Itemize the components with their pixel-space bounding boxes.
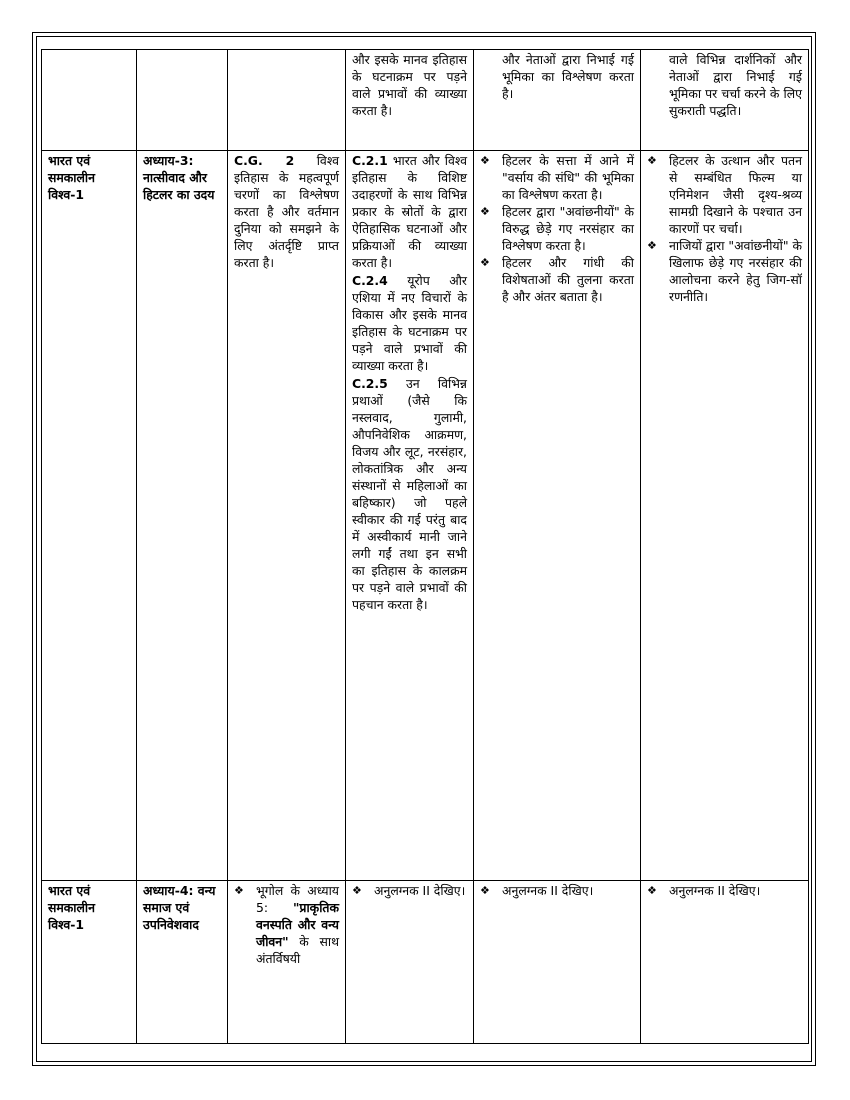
diamond-bullet-icon: ❖: [647, 154, 657, 167]
diamond-bullet-icon: ❖: [480, 154, 490, 167]
competency-text: यूरोप और एशिया में नए विचारों के विकास और इसके मानव इतिहास के घटनाक्रम पर पड़ने वाले प्रभावों की व्याख्या करता है।: [352, 273, 467, 373]
list-item-text: हिटलर और गांधी की विशेषताओं की तुलना करता है और अंतर बताता है।: [502, 255, 634, 304]
table-row: [42, 50, 809, 151]
list-item-text: अनुलग्नक II देखिए।: [502, 883, 594, 898]
competency-code: C.2.1: [352, 153, 388, 168]
list-item-text: हिटलर के उत्थान और पतन से सम्बंधित फिल्म या एनिमेशन जैसी दृश्य-श्रव्य सामग्री दिखाने के पश्चात उन कारणों पर चर्चा।: [669, 153, 802, 236]
competency-text: भारत और विश्व इतिहास के विशिष्ट उदाहरणों के साथ विभिन्न प्रकार के स्रोतों के द्वारा ऐतिहासिक घटनाओं और प्रक्रियाओं की व्याख्या करता है।: [352, 153, 467, 270]
list-item-text: के साथ अंतर्विषयी: [256, 934, 339, 966]
competency-item: [352, 272, 467, 374]
competency-cell: [346, 50, 474, 151]
chapter-cell: अध्याय-3: नात्सीवाद और हिटलर का उदय: [137, 151, 228, 881]
goal-code: C.G. 2: [234, 153, 295, 168]
competency-cell: [346, 151, 474, 881]
curricular-goal-text: [234, 152, 339, 271]
competency-item: [352, 375, 467, 613]
list-item: [352, 882, 467, 899]
learning-outcome-list: [480, 152, 634, 305]
diamond-bullet-icon: ❖: [647, 239, 657, 252]
goal-description: विश्व इतिहास के महत्वपूर्ण चरणों का विश्लेषण करता है और वर्तमान दुनिया को समझने के लिए अंतर्दृष्टि प्राप्त करता है।: [234, 153, 339, 270]
list-item: [480, 254, 634, 305]
pedagogy-cell: [641, 151, 809, 881]
list-item-text: भूगोल के अध्याय 5:: [256, 883, 339, 915]
curricular-goal-cell: [228, 50, 346, 151]
curricular-goal-list: [234, 882, 339, 967]
pedagogy-cell: [641, 50, 809, 151]
list-item: [234, 882, 339, 967]
curricular-goal-cell: [228, 151, 346, 881]
list-item-text: हिटलर के सत्ता में आने में "वर्साय की संधि" की भूमिका का विश्लेषण करता है।: [502, 153, 634, 202]
diamond-bullet-icon: ❖: [352, 884, 362, 897]
learning-outcome-cell: [474, 881, 641, 1044]
chapter-cell: [137, 50, 228, 151]
list-item-text: नाजियों द्वारा "अवांछनीयों" के खिलाफ छेड़े गए नरसंहार की आलोचना करने हेतु जिग-सॉ रणनीति।: [669, 238, 802, 304]
list-item-text: अनुलग्नक II देखिए।: [374, 883, 466, 898]
diamond-bullet-icon: ❖: [480, 205, 490, 218]
competency-cell: [346, 881, 474, 1044]
chapter-reference: "प्राकृतिक वनस्पति और वन्य जीवन": [256, 900, 339, 949]
list-item: [480, 882, 634, 899]
book-cell: भारत एवं समकालीन विश्व-1: [42, 881, 137, 1044]
book-cell: [42, 50, 137, 151]
pedagogy-list: [647, 152, 802, 305]
table-row: [42, 881, 809, 1044]
list-item: [647, 237, 802, 305]
competency-text: उन विभिन्न प्रथाओं (जैसे कि नस्लवाद, गुलामी, औपनिवेशिक आक्रमण, विजय और लूट, नरसंहार, लोकतांत्रिक और अन्य संस्थानों से महिलाओं का बहिष्कार) जो पहले स्वीकार की गई परंतु बाद में अस्वीकार्य मानी जाने लगी गईं तथा इन सभी का इतिहास के कालक्रम पर पड़ने वाले प्रभावों की पहचान करता है।: [352, 376, 467, 612]
learning-outcome-list: [480, 882, 634, 899]
book-cell: भारत एवं समकालीन विश्व-1: [42, 151, 137, 881]
learning-outcome-cell: [474, 151, 641, 881]
diamond-bullet-icon: ❖: [647, 884, 657, 897]
competency-code: C.2.4: [352, 273, 388, 288]
chapter-cell: अध्याय-4: वन्य समाज एवं उपनिवेशवाद: [137, 881, 228, 1044]
diamond-bullet-icon: ❖: [234, 884, 244, 897]
list-item: [480, 203, 634, 254]
learning-outcome-cell: [474, 50, 641, 151]
competency-item: [352, 152, 467, 271]
list-item: [647, 882, 802, 899]
pedagogy-text: वाले विभिन्न दार्शनिकों और नेताओं द्वारा निभाई गई भूमिका पर चर्चा करने के लिए सुकराती पद्धति।: [669, 52, 802, 118]
list-item: [480, 152, 634, 203]
list-item-text: हिटलर द्वारा "अवांछनीयों" के विरुद्ध छेड़े गए नरसंहार का विश्लेषण करता है।: [502, 204, 634, 253]
table-row: [42, 151, 809, 881]
diamond-bullet-icon: ❖: [480, 256, 490, 269]
curricular-goal-cell: [228, 881, 346, 1044]
diamond-bullet-icon: ❖: [480, 884, 490, 897]
pedagogy-list: [647, 882, 802, 899]
pedagogy-cell: [641, 881, 809, 1044]
competency-text: और इसके मानव इतिहास के घटनाक्रम पर पड़ने वाले प्रभावों की व्याख्या करता है।: [352, 52, 467, 118]
competency-list: [352, 882, 467, 899]
curriculum-table: [41, 49, 809, 1044]
learning-outcome-text: और नेताओं द्वारा निभाई गई भूमिका का विश्लेषण करता है।: [502, 52, 634, 101]
competency-code: C.2.5: [352, 376, 388, 391]
list-item: [647, 152, 802, 237]
list-item-text: अनुलग्नक II देखिए।: [669, 883, 761, 898]
